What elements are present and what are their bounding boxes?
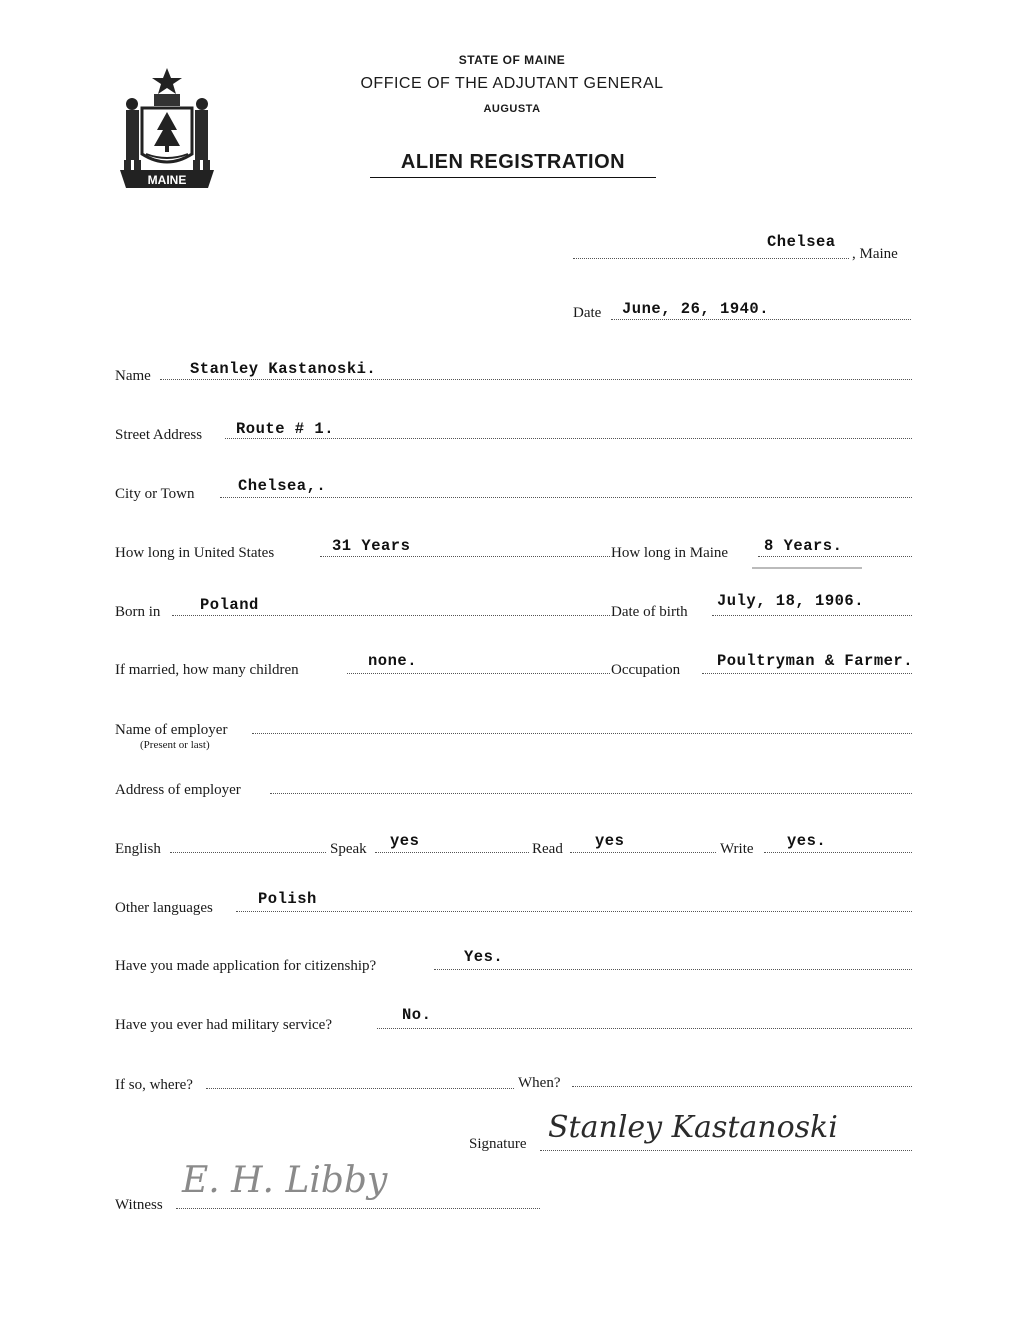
location-line [573, 258, 849, 259]
employer-address-label: Address of employer [115, 782, 241, 798]
speak-value: yes [390, 832, 420, 850]
city-value: Chelsea,. [238, 477, 327, 495]
speak-label: Speak [330, 841, 367, 857]
name-value: Stanley Kastanoski. [190, 360, 377, 378]
write-label: Write [720, 841, 754, 857]
witness-line [176, 1208, 540, 1209]
citizenship-value: Yes. [464, 948, 504, 966]
street-value: Route # 1. [236, 420, 335, 438]
read-value: yes [595, 832, 625, 850]
street-line [225, 438, 912, 439]
children-value: none. [368, 652, 418, 670]
maine-time-value: 8 Years. [764, 537, 843, 555]
maine-state-seal [114, 66, 220, 190]
signature-label: Signature [469, 1136, 527, 1152]
dob-line [712, 615, 912, 616]
witness-signature: E. H. Libby [182, 1160, 388, 1201]
occupation-value: Poultryman & Farmer. [717, 652, 914, 670]
children-line [347, 673, 610, 674]
seal-text: MAINE [147, 173, 187, 187]
other-languages-line [236, 911, 912, 912]
english-label: English [115, 841, 161, 857]
speak-line [375, 852, 529, 853]
date-value: June, 26, 1940. [622, 300, 770, 318]
city-label: City or Town [115, 486, 195, 502]
employer-address-line [270, 793, 912, 794]
maine-time-line [758, 556, 912, 557]
witness-label: Witness [115, 1197, 163, 1213]
employer-sublabel: (Present or last) [140, 739, 210, 751]
where-label: If so, where? [115, 1077, 193, 1093]
signature-value: Stanley Kastanoski [548, 1110, 838, 1145]
military-line [377, 1028, 912, 1029]
read-label: Read [532, 841, 563, 857]
employer-label: Name of employer [115, 722, 228, 738]
write-line [764, 852, 912, 853]
name-label: Name [115, 368, 151, 384]
dob-label: Date of birth [611, 604, 688, 620]
occupation-label: Occupation [611, 662, 681, 678]
location-suffix: , Maine [852, 246, 898, 262]
born-line [172, 615, 610, 616]
maine-time-label: How long in Maine [611, 545, 729, 561]
date-label: Date [573, 305, 602, 321]
born-label: Born in [115, 604, 161, 620]
where-line [206, 1088, 514, 1089]
when-label: When? [518, 1075, 561, 1091]
location-value: Chelsea [767, 233, 836, 251]
city-line [220, 497, 912, 498]
header-office: OFFICE OF THE ADJUTANT GENERAL [360, 75, 664, 92]
military-value: No. [402, 1006, 432, 1024]
other-languages-label: Other languages [115, 900, 213, 916]
header-state: STATE OF MAINE [458, 53, 566, 67]
us-time-line [320, 556, 610, 557]
when-line [572, 1086, 912, 1087]
signature-line [540, 1150, 912, 1151]
us-time-value: 31 Years [332, 537, 411, 555]
read-line [570, 852, 716, 853]
military-label: Have you ever had military service? [115, 1017, 332, 1033]
date-line [611, 319, 911, 320]
born-value: Poland [200, 596, 259, 614]
header-city: AUGUSTA [483, 103, 541, 115]
pencil-mark [752, 567, 862, 569]
other-languages-value: Polish [258, 890, 317, 908]
citizenship-label: Have you made application for citizenship? [115, 958, 377, 974]
write-value: yes. [787, 832, 827, 850]
occupation-line [702, 673, 912, 674]
street-label: Street Address [115, 427, 203, 443]
employer-line [252, 733, 912, 734]
citizenship-line [434, 969, 912, 970]
english-line [170, 852, 326, 853]
us-time-label: How long in United States [115, 545, 275, 561]
children-label: If married, how many children [115, 662, 299, 678]
name-line [160, 379, 912, 380]
dob-value: July, 18, 1906. [717, 592, 865, 610]
form-title: ALIEN REGISTRATION [370, 151, 656, 178]
